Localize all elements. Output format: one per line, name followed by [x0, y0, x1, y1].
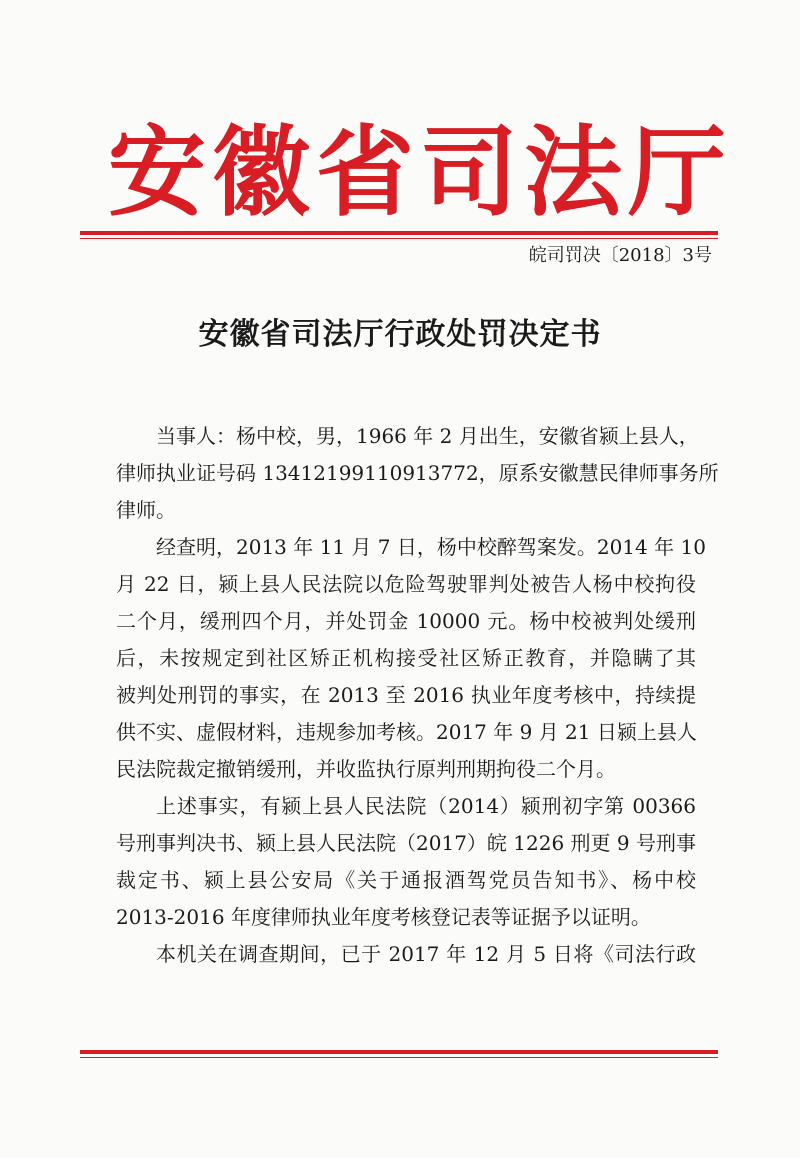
text-line: 月 22 日，颍上县人民法院以危险驾驶罪判处被告人杨中校拘役 — [116, 572, 696, 596]
document-body — [116, 418, 719, 973]
text-line: 经查明，2013 年 11 月 7 日，杨中校醉驾案发。2014 年 10 — [156, 535, 706, 559]
text-line: 上述事实，有颍上县人民法院（2014）颍刑初字第 00366 — [156, 794, 696, 818]
text-line: 供不实、虚假材料，违规参加考核。2017 年 9 月 21 日颍上县人 — [116, 720, 697, 744]
footer-divider-thin — [80, 1057, 718, 1058]
document-number: 皖司罚决〔2018〕3号 — [528, 245, 712, 266]
paragraph-findings — [116, 529, 706, 788]
text-line: 号刑事判决书、颍上县人民法院（2017）皖 1226 刑更 9 号刑事 — [116, 831, 696, 855]
text-line: 本机关在调查期间，已于 2017 年 12 月 5 日将《司法行政 — [156, 942, 696, 966]
footer-divider-thick — [80, 1050, 718, 1054]
letterhead-title: 安徽省司法厅 — [108, 115, 733, 230]
document-heading: 安徽省司法厅行政处罚决定书 — [198, 317, 602, 352]
text-line: 裁定书、颍上县公安局《关于通报酒驾党员告知书》、杨中校 — [116, 868, 696, 892]
paragraph-procedure — [116, 936, 696, 973]
text-line: 2013-2016 年度律师执业年度考核登记表等证据予以证明。 — [116, 905, 651, 929]
text-line: 律师。 — [116, 498, 176, 522]
text-line: 后，未按规定到社区矫正机构接受社区矫正教育，并隐瞒了其 — [116, 646, 696, 670]
text-line: 被判处刑罚的事实，在 2013 至 2016 执业年度考核中，持续提 — [116, 683, 696, 707]
text-line: 律师执业证号码 13412199110913772，原系安徽慧民律师事务所 — [116, 461, 719, 485]
paragraph-evidence — [116, 788, 696, 936]
letterhead-divider-thin — [80, 238, 718, 239]
letterhead-divider-thick — [80, 231, 718, 235]
text-line: 民法院裁定撤销缓刑，并收监执行原判刑期拘役二个月。 — [116, 757, 616, 781]
text-line: 当事人：杨中校，男，1966 年 2 月出生，安徽省颍上县人， — [156, 424, 699, 448]
text-line: 二个月，缓刑四个月，并处罚金 10000 元。杨中校被判处缓刑 — [116, 609, 696, 633]
paragraph-party — [116, 418, 719, 529]
